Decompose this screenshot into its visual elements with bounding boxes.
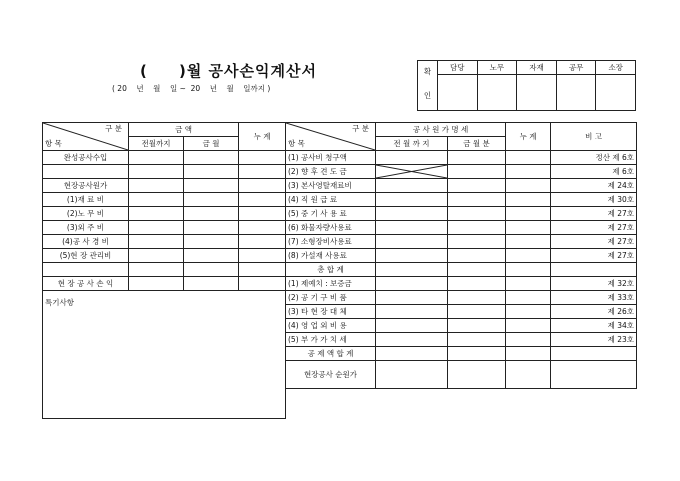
left-row — [43, 179, 286, 193]
right-row-note: 제 6호 — [551, 165, 637, 179]
right-row-note: 제 33호 — [551, 291, 637, 305]
left-row — [43, 221, 286, 235]
right-value-cell[interactable] — [448, 235, 506, 249]
left-row — [43, 193, 286, 207]
right-row — [286, 151, 637, 165]
right-value-cell[interactable] — [376, 347, 448, 361]
right-row — [286, 347, 637, 361]
right-row-note: 제 24호 — [551, 179, 637, 193]
right-row-label: (7) 소형장비사용료 — [286, 235, 376, 249]
right-value-cell[interactable] — [376, 277, 448, 291]
right-table — [285, 122, 637, 389]
right-row-label: (4) 영 업 외 비 용 — [286, 319, 376, 333]
left-value-cell[interactable] — [239, 249, 286, 263]
left-row — [43, 165, 286, 179]
left-row-label: 현 장 공 사 손 익 — [43, 277, 129, 291]
left-value-cell[interactable] — [184, 221, 239, 235]
right-row-note: 제 27호 — [551, 207, 637, 221]
left-value-cell[interactable] — [184, 151, 239, 165]
sign-box-3[interactable] — [517, 75, 557, 111]
right-value-cell[interactable] — [376, 193, 448, 207]
remarks-label: 특기사항 — [45, 298, 74, 307]
left-value-cell[interactable] — [184, 179, 239, 193]
sign-box-5[interactable] — [596, 75, 636, 111]
approval-col-3: 자재 — [517, 61, 557, 75]
right-value-cell[interactable] — [376, 361, 448, 389]
left-row-label: (3)외 주 비 — [43, 221, 129, 235]
left-value-cell[interactable] — [129, 235, 184, 249]
left-value-cell[interactable] — [239, 193, 286, 207]
left-header-corner: 구 분 항 목 — [43, 123, 129, 151]
sign-box-4[interactable] — [556, 75, 596, 111]
left-value-cell[interactable] — [129, 263, 184, 277]
right-row — [286, 319, 637, 333]
left-value-cell[interactable] — [129, 207, 184, 221]
right-value-cell[interactable] — [376, 333, 448, 347]
right-row — [286, 207, 637, 221]
right-value-cell[interactable] — [506, 221, 551, 235]
left-row-label — [43, 165, 129, 179]
sign-box-2[interactable] — [477, 75, 517, 111]
right-row-note: 제 34호 — [551, 319, 637, 333]
right-value-cell[interactable] — [506, 277, 551, 291]
right-value-cell[interactable] — [376, 249, 448, 263]
right-row-label: (6) 화물자량사용료 — [286, 221, 376, 235]
right-row-note: 정산 제 6호 — [551, 151, 637, 165]
right-value-cell[interactable] — [506, 305, 551, 319]
right-value-cell[interactable] — [376, 151, 448, 165]
approval-side-label: 확 인 — [418, 61, 438, 111]
right-value-cell[interactable] — [506, 193, 551, 207]
left-value-cell[interactable] — [239, 263, 286, 277]
right-value-cell[interactable] — [506, 249, 551, 263]
left-header-amount: 금 액 — [129, 123, 239, 137]
right-value-cell[interactable] — [376, 319, 448, 333]
right-value-cell[interactable] — [376, 179, 448, 193]
left-row — [43, 207, 286, 221]
right-row-label: 총 합 계 — [286, 263, 376, 277]
left-row-label: 완성공사수입 — [43, 151, 129, 165]
left-row — [43, 263, 286, 277]
right-value-cell[interactable] — [376, 235, 448, 249]
right-row — [286, 179, 637, 193]
right-row-note: 제 26호 — [551, 305, 637, 319]
right-row — [286, 263, 637, 277]
right-row-label: 현장공사 순원가 — [286, 361, 376, 389]
left-row-label — [43, 263, 129, 277]
left-value-cell[interactable] — [129, 249, 184, 263]
right-row-note: 제 27호 — [551, 235, 637, 249]
right-value-cell[interactable] — [448, 193, 506, 207]
left-row-label: (4)공 사 경 비 — [43, 235, 129, 249]
approval-col-5: 소장 — [596, 61, 636, 75]
right-value-cell[interactable] — [506, 333, 551, 347]
left-value-cell[interactable] — [129, 277, 184, 291]
right-value-cell[interactable] — [376, 207, 448, 221]
right-row — [286, 333, 637, 347]
approval-col-4: 공무 — [556, 61, 596, 75]
left-value-cell[interactable] — [184, 277, 239, 291]
right-value-cell[interactable] — [506, 179, 551, 193]
left-row-label: (5)현 장 관리비 — [43, 249, 129, 263]
right-value-cell[interactable] — [448, 319, 506, 333]
right-value-cell[interactable] — [448, 151, 506, 165]
right-row-note — [551, 361, 637, 389]
left-value-cell[interactable] — [184, 207, 239, 221]
left-row — [43, 249, 286, 263]
left-row — [43, 235, 286, 249]
left-value-cell[interactable] — [129, 151, 184, 165]
right-row-note: 제 23호 — [551, 333, 637, 347]
right-row-note: 제 27호 — [551, 221, 637, 235]
right-value-cell[interactable] — [448, 277, 506, 291]
right-row — [286, 235, 637, 249]
right-value-cell[interactable] — [506, 291, 551, 305]
right-value-cell[interactable] — [376, 221, 448, 235]
right-value-cell[interactable] — [506, 263, 551, 277]
right-row-label: (2) 향 후 견 도 금 — [286, 165, 376, 179]
right-value-cell[interactable] — [448, 179, 506, 193]
left-value-cell[interactable] — [239, 277, 286, 291]
approval-table — [417, 60, 636, 111]
right-header-total: 누 계 — [506, 123, 551, 151]
period-line: ( 20 년 월 일 ~ 20 년 월 일까지 ) — [112, 84, 271, 93]
left-header-this: 금 월 — [184, 137, 239, 151]
left-value-cell[interactable] — [129, 165, 184, 179]
remarks-box[interactable] — [43, 291, 286, 419]
right-row-note — [551, 347, 637, 361]
right-value-cell[interactable] — [448, 291, 506, 305]
approval-col-2: 노무 — [477, 61, 517, 75]
approval-col-1: 담당 — [438, 61, 478, 75]
right-value-cell[interactable] — [448, 263, 506, 277]
right-header-note: 비 고 — [551, 123, 637, 151]
left-value-cell[interactable] — [239, 179, 286, 193]
right-row — [286, 361, 637, 389]
right-value-cell[interactable] — [448, 347, 506, 361]
right-value-cell[interactable] — [448, 249, 506, 263]
left-row-label: (1)재 료 비 — [43, 193, 129, 207]
right-row-label: (2) 공 기 구 비 품 — [286, 291, 376, 305]
right-row-label: (5) 중 기 사 용 료 — [286, 207, 376, 221]
right-value-cell[interactable] — [448, 361, 506, 389]
left-value-cell[interactable] — [239, 221, 286, 235]
left-value-cell[interactable] — [129, 179, 184, 193]
right-value-cell[interactable] — [376, 165, 448, 179]
right-value-cell[interactable] — [506, 165, 551, 179]
left-value-cell[interactable] — [239, 151, 286, 165]
right-row-label: (4) 직 원 급 료 — [286, 193, 376, 207]
right-header-this: 금 월 분 — [448, 137, 506, 151]
left-value-cell[interactable] — [184, 263, 239, 277]
right-value-cell[interactable] — [506, 235, 551, 249]
left-value-cell[interactable] — [239, 165, 286, 179]
left-value-cell[interactable] — [239, 235, 286, 249]
right-row-label: (3) 본사영탈재료비 — [286, 179, 376, 193]
right-row — [286, 277, 637, 291]
right-header-prev: 전 월 까 지 — [376, 137, 448, 151]
right-row-note: 제 32호 — [551, 277, 637, 291]
right-row-label: (8) 가설재 사용료 — [286, 249, 376, 263]
right-row — [286, 221, 637, 235]
right-row-label: (1) 공사비 청구액 — [286, 151, 376, 165]
left-header-prev: 전월까지 — [129, 137, 184, 151]
right-row-note: 제 30호 — [551, 193, 637, 207]
right-value-cell[interactable] — [376, 263, 448, 277]
right-value-cell[interactable] — [506, 151, 551, 165]
left-row — [43, 151, 286, 165]
right-row — [286, 305, 637, 319]
right-value-cell[interactable] — [448, 333, 506, 347]
left-value-cell[interactable] — [184, 235, 239, 249]
right-row-label: (5) 부 가 가 치 세 — [286, 333, 376, 347]
right-row-label: (3) 타 현 장 대 체 — [286, 305, 376, 319]
left-value-cell[interactable] — [129, 221, 184, 235]
right-row-note: 제 27호 — [551, 249, 637, 263]
left-value-cell[interactable] — [184, 193, 239, 207]
right-value-cell[interactable] — [448, 221, 506, 235]
right-value-cell[interactable] — [448, 165, 506, 179]
right-row — [286, 249, 637, 263]
left-value-cell[interactable] — [239, 207, 286, 221]
right-value-cell[interactable] — [506, 347, 551, 361]
right-value-cell[interactable] — [506, 319, 551, 333]
right-row — [286, 291, 637, 305]
right-header-detail: 공 사 원 가 명 세 — [376, 123, 506, 137]
right-value-cell[interactable] — [448, 305, 506, 319]
right-header-corner: 구 분 항 목 — [286, 123, 376, 151]
sign-box-1[interactable] — [438, 75, 478, 111]
right-value-cell[interactable] — [376, 291, 448, 305]
page-title: ( )월 공사손익계산서 — [140, 62, 317, 80]
right-value-cell[interactable] — [448, 207, 506, 221]
left-header-total: 누 계 — [239, 123, 286, 151]
right-row — [286, 165, 637, 179]
right-value-cell[interactable] — [506, 207, 551, 221]
left-value-cell[interactable] — [129, 193, 184, 207]
left-value-cell[interactable] — [184, 165, 239, 179]
left-row — [43, 277, 286, 291]
right-row-note — [551, 263, 637, 277]
left-table — [42, 122, 286, 419]
right-value-cell[interactable] — [506, 361, 551, 389]
right-row — [286, 193, 637, 207]
left-row-label: 현장공사원가 — [43, 179, 129, 193]
left-value-cell[interactable] — [184, 249, 239, 263]
left-row-label: (2)노 무 비 — [43, 207, 129, 221]
right-value-cell[interactable] — [376, 305, 448, 319]
right-row-label: (1) 제예치 : 보증금 — [286, 277, 376, 291]
right-row-label: 공 제 액 합 계 — [286, 347, 376, 361]
